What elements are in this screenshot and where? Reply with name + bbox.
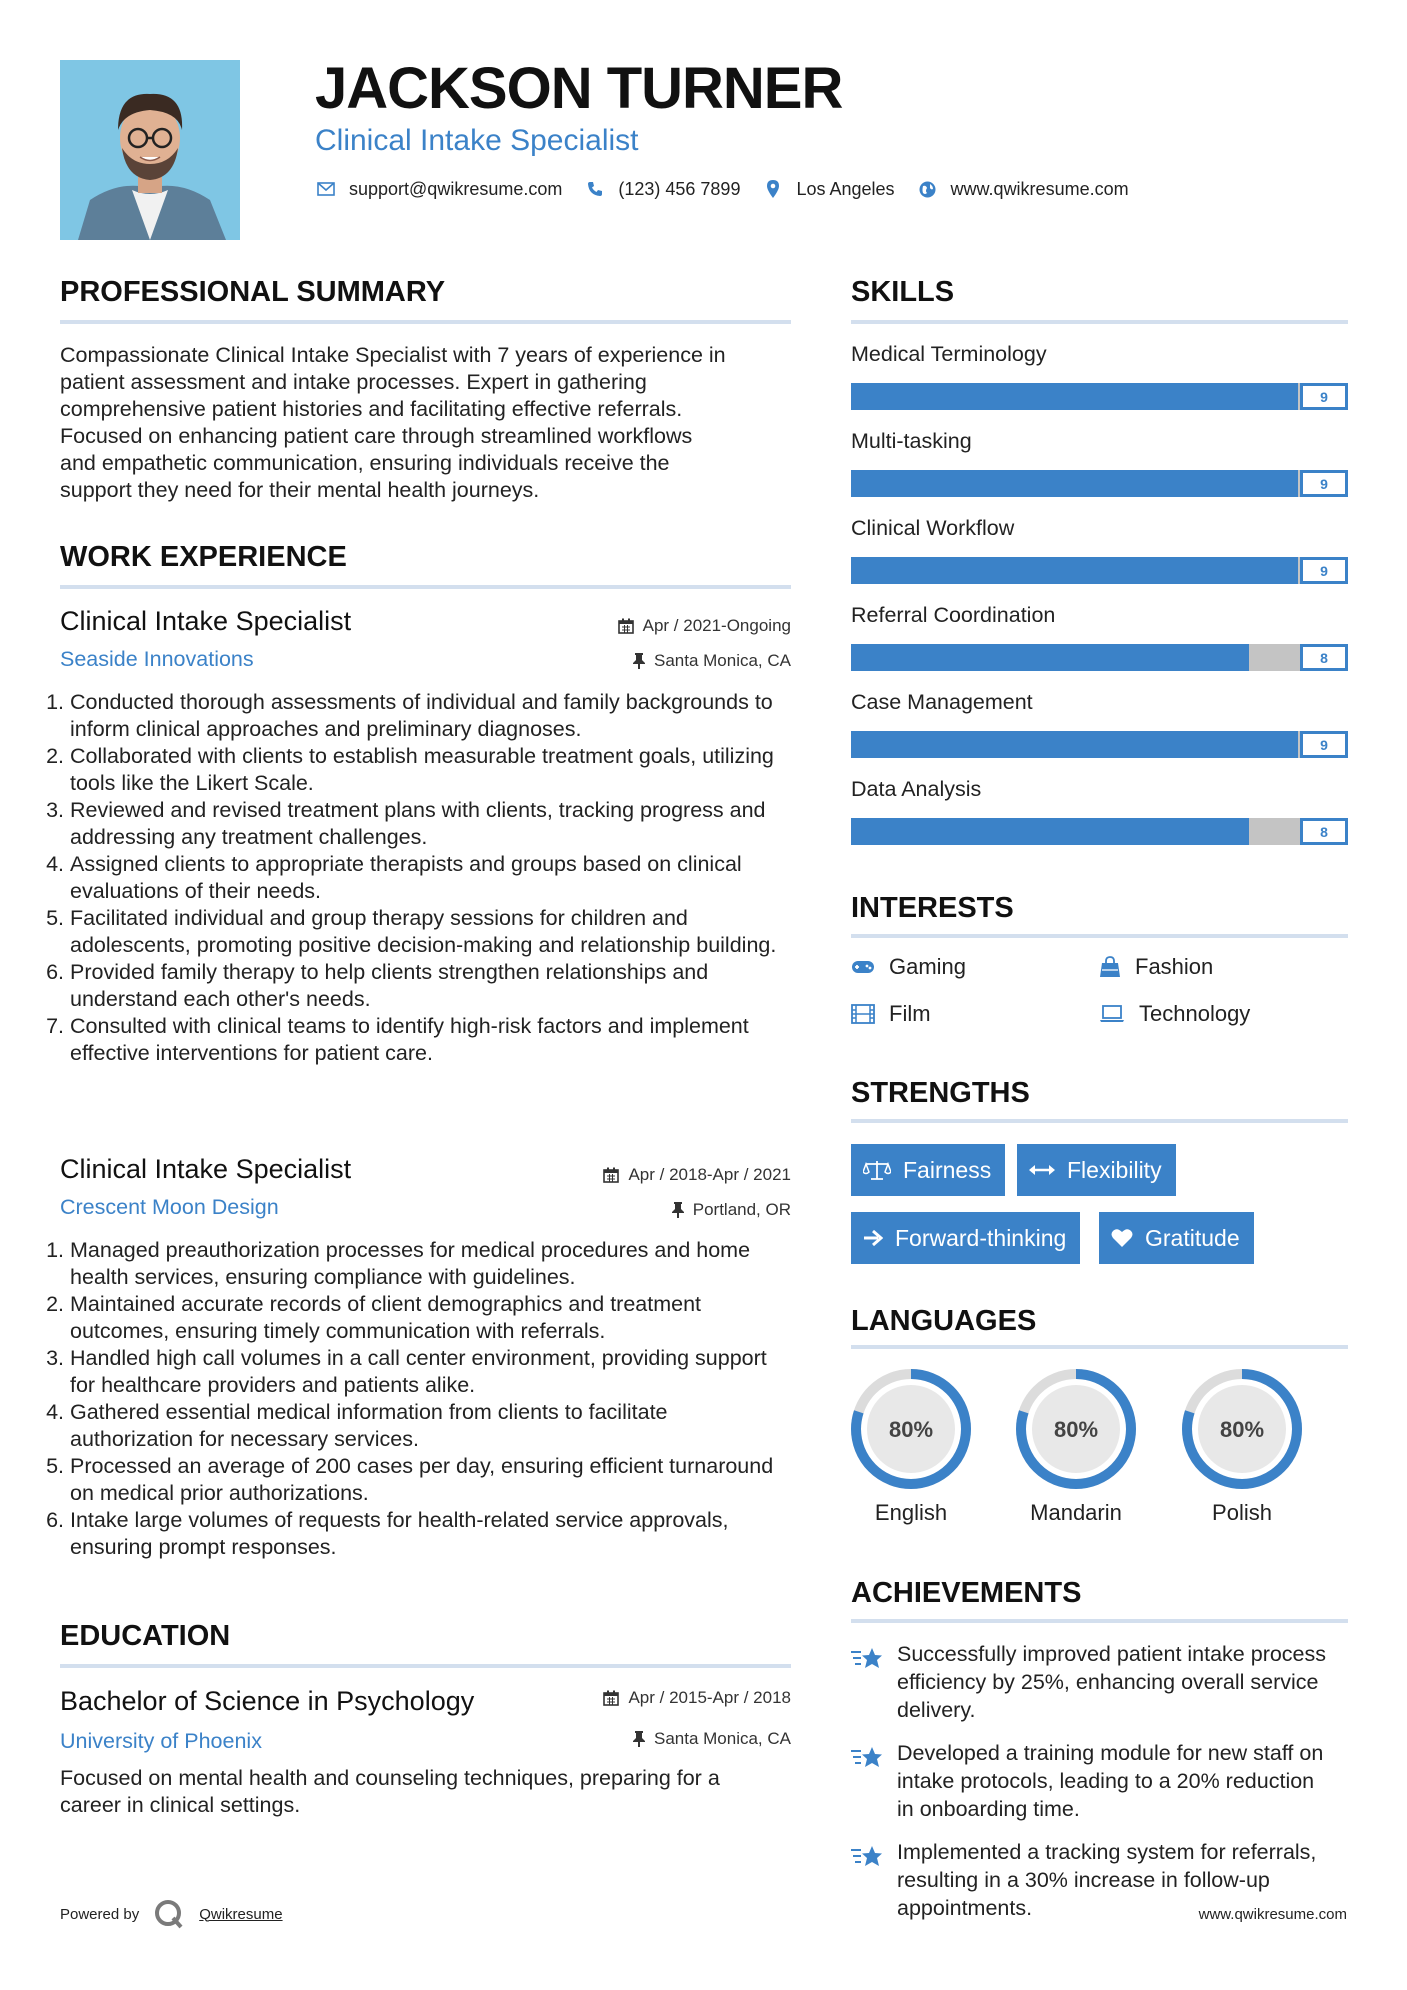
list-item: 1. Managed preauthorization processes for medical procedures and home health services, ensuring compliance with guidelines. [70,1237,796,1291]
interests-divider [851,934,1348,938]
strength-label: Forward-thinking [895,1224,1067,1251]
powered-by [60,1898,283,1930]
job-dates [480,1165,791,1185]
skill-fill [851,644,1249,671]
strength-label: Gratitude [1145,1224,1240,1251]
language-label: English [874,1500,948,1525]
summary-line: and empathetic communication, ensuring individuals receive the [60,451,670,475]
achievement-text: Successfully improved patient intake process efficiency by 25%, enhancing overall service delivery. [897,1642,1327,1722]
website-text: www.qwikresume.com [950,178,1129,199]
education-dates-text: Apr / 2015-Apr / 2018 [628,1688,791,1707]
skill-level-badge: 8 [1300,818,1348,845]
job-dates [480,616,791,636]
skill-bar [851,557,1348,584]
skill-label: Case Management [851,690,1033,714]
strength-chip [1017,1144,1176,1196]
skill-level-badge: 9 [1300,383,1348,410]
language-percent: 80% [1219,1417,1265,1442]
envelope-icon [315,178,337,200]
skill-fill [851,818,1249,845]
interests-heading: INTERESTS [851,892,1014,924]
interest-label: Fashion [1135,954,1214,979]
languages-divider [851,1345,1348,1349]
skill-label: Data Analysis [851,777,982,801]
job-bullets [52,1237,796,1561]
summary-line: Focused on enhancing patient care through streamlined workflows [60,424,693,448]
double-arrow-icon [1029,1163,1055,1177]
achievement-text: Implemented a tracking system for referrals, resulting in a 30% increase in follow-up appointments. [897,1840,1317,1920]
list-item: 5. Facilitated individual and group therapy sessions for children and adolescents, promoting positive decision-making and relationship building. [70,905,796,959]
powered-by-text: Powered by [60,1905,140,1923]
summary-line: patient assessment and intake processes. Expert in gathering [60,370,647,394]
list-item: 1. Conducted thorough assessments of individual and family backgrounds to inform clinical approaches and preliminary diagnoses. [70,689,796,743]
list-item: 4. Assigned clients to appropriate therapists and groups based on clinical evaluations of their needs. [70,851,796,905]
list-item: 2. Collaborated with clients to establish measurable treatment goals, utilizing tools like the Likert Scale. [70,743,796,797]
list-item: 3. Handled high call volumes in a call center environment, providing support for healthcare providers and patients alike. [70,1345,796,1399]
contact-bar [315,178,1151,200]
skill-bar [851,383,1348,410]
achievement-item [851,1640,1331,1724]
email-text: support@qwikresume.com [349,178,563,199]
calendar-icon [603,1167,619,1183]
laptop-icon [1099,1005,1125,1023]
skills-heading: SKILLS [851,276,955,308]
summary-line: support they need for their mental health journeys. [60,478,540,502]
interest-item [1099,1001,1250,1027]
skill-level-badge: 9 [1300,470,1348,497]
language-ring [1180,1367,1304,1496]
job-location-text: Santa Monica, CA [653,651,791,670]
pushpin-icon [633,1731,645,1747]
calendar-icon [603,1690,619,1706]
interest-item [851,1001,931,1027]
skill-bar [851,818,1348,845]
shooting-star-icon [851,1844,885,1870]
language-label: Polish [1212,1500,1272,1525]
balance-scale-icon [863,1159,891,1181]
skill-fill [851,470,1298,497]
skill-bar [851,731,1348,758]
skill-level-badge: 9 [1300,731,1348,758]
skill-label: Medical Terminology [851,342,1047,366]
skill-label: Referral Coordination [851,603,1056,627]
strengths-divider [851,1119,1348,1123]
job-location [480,651,791,671]
language-percent: 80% [888,1417,934,1442]
footer-site[interactable]: www.qwikresume.com [1198,1906,1347,1923]
language-label: Mandarin [1030,1500,1122,1525]
map-marker-icon [762,178,784,200]
qwikresume-logo-icon [153,1898,185,1930]
candidate-name: JACKSON TURNER [315,56,843,121]
globe-icon [917,178,939,200]
location-text: Los Angeles [796,178,895,199]
job-title: Clinical Intake Specialist [60,1154,352,1184]
list-item: 6. Intake large volumes of requests for health-related service approvals, ensuring prompt responses. [70,1507,796,1561]
education-location [480,1729,791,1749]
candidate-role: Clinical Intake Specialist [315,124,639,157]
list-item: 5. Processed an average of 200 cases per day, ensuring efficient turnaround on medical prior authorizations. [70,1453,796,1507]
arrow-right-icon [863,1229,883,1247]
contact-email[interactable] [315,178,562,200]
education-dates [480,1688,791,1708]
interest-label: Gaming [889,954,967,979]
achievement-text: Developed a training module for new staff on intake protocols, leading to a 20% reduction in onboarding time. [897,1741,1324,1821]
list-item: 7. Consulted with clinical teams to identify high-risk factors and implement effective interventions for patient care. [70,1013,796,1067]
skill-label: Clinical Workflow [851,516,1015,540]
job-company: Crescent Moon Design [60,1195,279,1219]
job-location-text: Portland, OR [692,1200,791,1219]
strength-chip [851,1212,1080,1264]
list-item: 3. Reviewed and revised treatment plans with clients, tracking progress and addressing any treatment challenges. [70,797,796,851]
achievement-item [851,1739,1331,1823]
bag-icon [1099,956,1121,978]
brand-link[interactable]: Qwikresume [199,1905,283,1923]
gamepad-icon [851,959,875,975]
achievements-heading: ACHIEVEMENTS [851,1577,1082,1609]
contact-location [762,178,894,200]
experience-heading: WORK EXPERIENCE [60,541,347,573]
language-percent: 80% [1053,1417,1099,1442]
calendar-icon [618,618,634,634]
shooting-star-icon [851,1646,885,1672]
skill-label: Multi-tasking [851,429,972,453]
education-heading: EDUCATION [60,1620,231,1652]
job-title: Clinical Intake Specialist [60,606,352,636]
language-ring [1014,1367,1138,1496]
list-item: 2. Maintained accurate records of client demographics and treatment outcomes, ensuring timely communication with referrals. [70,1291,796,1345]
pushpin-icon [672,1202,684,1218]
achievements-divider [851,1619,1348,1623]
languages-heading: LANGUAGES [851,1305,1037,1337]
list-item: 4. Gathered essential medical information from clients to facilitate authorization for necessary services. [70,1399,796,1453]
summary-line: comprehensive patient histories and facilitating effective referrals. [60,397,683,421]
skill-bar [851,644,1348,671]
education-description [60,1765,800,1819]
job-company: Seaside Innovations [60,647,254,671]
summary-heading: PROFESSIONAL SUMMARY [60,276,446,308]
degree-title: Bachelor of Science in Psychology [60,1686,475,1716]
summary-line: Compassionate Clinical Intake Specialist with 7 years of experience in [60,343,726,367]
language-ring [849,1367,973,1496]
heart-icon [1111,1228,1133,1248]
job-bullets [52,689,796,1067]
strength-chip [1099,1212,1254,1264]
education-divider [60,1664,791,1668]
pushpin-icon [633,653,645,669]
job-dates-text: Apr / 2021-Ongoing [642,616,791,635]
profile-photo [60,60,240,240]
skill-level-badge: 8 [1300,644,1348,671]
strength-label: Fairness [903,1156,992,1183]
interest-label: Film [889,1001,931,1026]
job-location [480,1200,791,1220]
summary-divider [60,320,791,324]
skill-bar [851,470,1348,497]
skills-divider [851,320,1348,324]
phone-text: (123) 456 7899 [618,178,741,199]
job-dates-text: Apr / 2018-Apr / 2021 [628,1165,791,1184]
education-line: career in clinical settings. [60,1793,301,1817]
contact-phone[interactable] [584,178,740,200]
experience-divider [60,585,791,589]
strength-label: Flexibility [1067,1156,1162,1183]
interest-item [1099,954,1213,980]
skill-level-badge: 9 [1300,557,1348,584]
education-line: Focused on mental health and counseling techniques, preparing for a [60,1766,720,1790]
skill-fill [851,383,1298,410]
film-icon [851,1004,875,1024]
strengths-heading: STRENGTHS [851,1077,1030,1109]
contact-website[interactable] [917,178,1129,200]
strength-chip [851,1144,1005,1196]
interest-label: Technology [1139,1001,1251,1026]
list-item: 6. Provided family therapy to help clients strengthen relationships and understand each other's needs. [70,959,796,1013]
summary-text [60,342,791,504]
education-location-text: Santa Monica, CA [653,1729,791,1748]
interest-item [851,954,966,980]
skill-fill [851,731,1298,758]
phone-icon [584,178,606,200]
skill-fill [851,557,1298,584]
school-name: University of Phoenix [60,1729,262,1753]
shooting-star-icon [851,1745,885,1771]
